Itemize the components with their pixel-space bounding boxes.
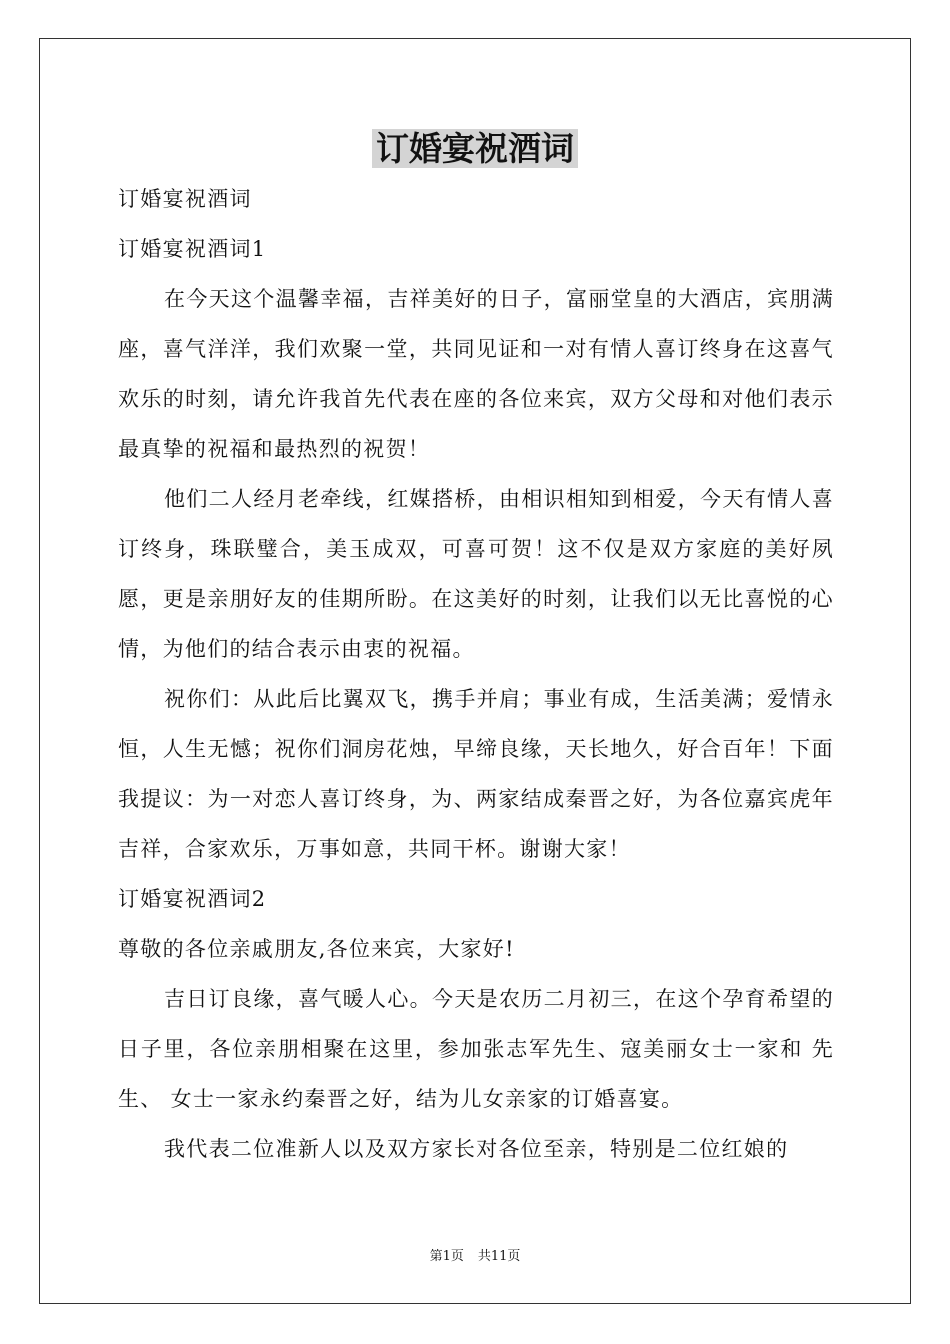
document-title [0,126,950,172]
page-total: 共11页 [477,1249,521,1264]
document-title-text: 订婚宴祝酒词 [372,129,578,168]
body-paragraph: 他们二人经月老牵线，红媒搭桥，由相识相知到相爱，今天有情人喜订终身，珠联璧合，美玉成双，可喜可贺！这不仅是双方家庭的美好夙愿，更是亲朋好友的佳期所盼。在这美好的时刻，让我们以无比喜悦的心情，为他们的结合表示由衷的祝福。 [118,487,834,661]
body-paragraph: 我代表二位准新人以及双方家长对各位至亲，特别是二位红娘的 [164,1137,789,1161]
body-paragraph: 祝你们：从此后比翼双飞，携手并肩；事业有成，生活美满；爱情永恒，人生无憾；祝你们洞房花烛，早缔良缘，天长地久，好合百年！下面我提议：为一对恋人喜订终身，为、两家结成秦晋之好，为各位嘉宾虎年吉祥，合家欢乐，万事如意，共同干杯。谢谢大家！ [118,687,834,861]
body-paragraph: 吉日订良缘，喜气暖人心。今天是农历二月初三，在这个孕育希望的日子里，各位亲朋相聚在这里，参加张志军先生、寇美丽女士一家和 先生、 女士一家永约秦晋之好，结为儿女亲家的订婚喜宴。 [118,987,834,1111]
body-paragraph: 在今天这个温馨幸福，吉祥美好的日子，富丽堂皇的大酒店，宾朋满座，喜气洋洋，我们欢聚一堂，共同见证和一对有情人喜订终身在这喜气欢乐的时刻，请允许我首先代表在座的各位来宾，双方父母和对他们表示最真挚的祝福和最热烈的祝贺！ [118,287,834,461]
page-footer [0,1248,950,1266]
page-number: 第1页 [429,1249,464,1264]
section-heading: 订婚宴祝酒词1 [118,237,267,261]
section-heading: 订婚宴祝酒词2 [118,887,267,911]
body-paragraph: 尊敬的各位亲戚朋友,各位来宾，大家好! [118,937,515,961]
document-body [118,174,834,1174]
body-paragraph: 订婚宴祝酒词 [118,187,252,211]
